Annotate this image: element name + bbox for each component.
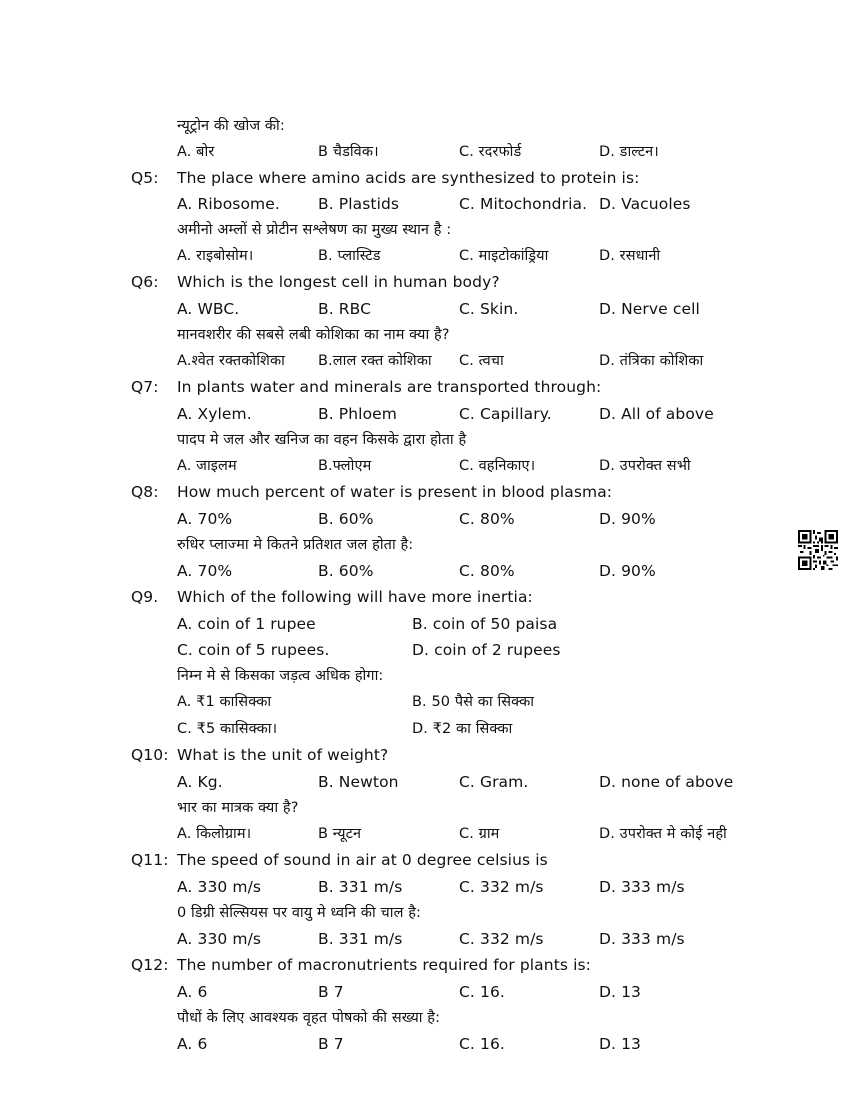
line-text: मानवशरीर की सबसे लबी कोशिका का नाम क्या है? (177, 327, 450, 343)
option-text: C. Capillary. (459, 405, 552, 423)
question-number: Q12: (131, 956, 169, 974)
line-text: Which of the following will have more inertia: (177, 588, 533, 606)
text-line (0, 664, 850, 688)
option-text: D. ₹2 का सिक्का (412, 721, 513, 737)
option-text: C. ग्राम (459, 826, 500, 842)
question-line (0, 953, 850, 977)
option-text: D. 333 m/s (599, 930, 685, 948)
option-text: D. रसधानी (599, 248, 661, 264)
option-text: B 7 (318, 1035, 344, 1053)
line-text: निम्न मे से किसका जड़त्व अधिक होगा: (177, 668, 384, 684)
option-text: B 7 (318, 983, 344, 1001)
option-text: A. 6 (177, 1035, 208, 1053)
option-text: D. उपरोक्त मे कोई नही (599, 826, 727, 842)
option-text: B. Phloem (318, 405, 397, 423)
line-text: पौधों के लिए आवश्यक वृहत पोषको की सख्या है: (177, 1010, 441, 1026)
line-text: In plants water and minerals are transported through: (177, 378, 602, 396)
option-text: B. 60% (318, 562, 374, 580)
line-text: The number of macronutrients required for plants is: (177, 956, 591, 974)
option-text: C. Skin. (459, 300, 519, 318)
option-text: C. 332 m/s (459, 878, 544, 896)
option-text: D. 333 m/s (599, 878, 685, 896)
option-text: A. 70% (177, 562, 233, 580)
option-text: B. RBC (318, 300, 372, 318)
question-number: Q5: (131, 169, 159, 187)
option-text: A. ₹1 कासिक्का (177, 694, 272, 710)
question-number: Q8: (131, 483, 159, 501)
question-number: Q7: (131, 378, 159, 396)
option-text: A. किलोग्राम। (177, 826, 252, 842)
option-text: B. Newton (318, 773, 399, 791)
option-text: D. 13 (599, 983, 642, 1001)
option-text: D. तंत्रिका कोशिका (599, 353, 704, 369)
option-text: D. 90% (599, 510, 656, 528)
line-text: पादप मे जल और खनिज का वहन किसके द्वारा होता है (177, 432, 467, 448)
line-text: न्यूट्रोन की खोज की: (177, 118, 285, 134)
option-text: D. Nerve cell (599, 300, 700, 318)
option-text: D. coin of 2 rupees (412, 641, 561, 659)
line-text: 0 डिग्री सेल्सियस पर वायु मे ध्वनि की चाल है: (177, 905, 421, 921)
option-text: A. राइबोसोम। (177, 248, 254, 264)
option-text: D. 90% (599, 562, 656, 580)
line-text: Which is the longest cell in human body? (177, 273, 500, 291)
text-line (0, 1006, 850, 1030)
option-text: C. coin of 5 rupees. (177, 641, 330, 659)
option-text: A.श्वेत रक्तकोशिका (177, 353, 285, 369)
option-text: B. 331 m/s (318, 878, 403, 896)
question-number: Q6: (131, 273, 159, 291)
options-line (0, 402, 850, 426)
option-text: C. Mitochondria. (459, 195, 588, 213)
option-text: B. coin of 50 paisa (412, 615, 558, 633)
options-line (0, 690, 850, 714)
text-line (0, 218, 850, 242)
option-text: A. 6 (177, 983, 208, 1001)
option-text: B. प्लास्टिड (318, 248, 381, 264)
line-text: What is the unit of weight? (177, 746, 389, 764)
option-text: A. WBC. (177, 300, 240, 318)
line-text: भार का मात्रक क्या है? (177, 800, 299, 816)
option-text: A. Kg. (177, 773, 223, 791)
options-line (0, 980, 850, 1004)
option-text: A. 330 m/s (177, 930, 262, 948)
question-line (0, 270, 850, 294)
option-text: C. माइटोकांड्रिया (459, 248, 549, 264)
options-line (0, 875, 850, 899)
text-line (0, 901, 850, 925)
option-text: A. 330 m/s (177, 878, 262, 896)
option-text: D. डाल्टन। (599, 144, 659, 160)
option-text: B न्यूटन (318, 826, 362, 842)
qr-code-icon (798, 530, 838, 570)
option-text: D. All of above (599, 405, 714, 423)
option-text: B. 60% (318, 510, 374, 528)
option-text: B.लाल रक्त कोशिका (318, 353, 432, 369)
options-line (0, 717, 850, 741)
options-line (0, 507, 850, 531)
option-text: C. 332 m/s (459, 930, 544, 948)
option-text: D. none of above (599, 773, 734, 791)
question-line (0, 848, 850, 872)
option-text: D. उपरोक्त सभी (599, 458, 691, 474)
option-text: C. वहनिकाए। (459, 458, 536, 474)
options-line (0, 822, 850, 846)
option-text: C. 80% (459, 562, 515, 580)
option-text: B.फ्लोएम (318, 458, 372, 474)
option-text: B. 50 पैसे का सिक्का (412, 694, 535, 710)
option-text: A. 70% (177, 510, 233, 528)
options-line (0, 244, 850, 268)
option-text: C. त्वचा (459, 353, 504, 369)
line-text: रुधिर प्लाज्मा मे कितने प्रतिशत जल होता है: (177, 537, 414, 553)
options-line (0, 927, 850, 951)
question-line (0, 375, 850, 399)
options-line (0, 454, 850, 478)
options-line (0, 297, 850, 321)
line-text: How much percent of water is present in blood plasma: (177, 483, 613, 501)
text-line (0, 796, 850, 820)
option-text: B. 331 m/s (318, 930, 403, 948)
question-line (0, 480, 850, 504)
options-line (0, 770, 850, 794)
options-line (0, 192, 850, 216)
option-text: D. 13 (599, 1035, 642, 1053)
option-text: D. Vacuoles (599, 195, 691, 213)
options-line (0, 612, 850, 636)
option-text: B. Plastids (318, 195, 400, 213)
line-text: अमीनो अम्लों से प्रोटीन सश्लेषण का मुख्य स्थान है : (177, 222, 452, 238)
option-text: C. Gram. (459, 773, 529, 791)
text-line (0, 114, 850, 138)
line-text: The place where amino acids are synthesized to protein is: (177, 169, 640, 187)
option-text: A. Xylem. (177, 405, 252, 423)
option-text: C. 16. (459, 1035, 505, 1053)
text-line (0, 323, 850, 347)
option-text: C. रदरफोर्ड (459, 144, 522, 160)
options-line (0, 559, 850, 583)
option-text: C. 16. (459, 983, 505, 1001)
question-line (0, 166, 850, 190)
options-line (0, 349, 850, 373)
options-line (0, 140, 850, 164)
options-line (0, 1032, 850, 1056)
option-text: C. ₹5 कासिक्का। (177, 721, 278, 737)
question-line (0, 743, 850, 767)
option-text: A. Ribosome. (177, 195, 280, 213)
question-number: Q11: (131, 851, 169, 869)
option-text: A. coin of 1 rupee (177, 615, 316, 633)
text-line (0, 428, 850, 452)
question-line (0, 585, 850, 609)
option-text: B चैडविक। (318, 144, 379, 160)
option-text: C. 80% (459, 510, 515, 528)
question-number: Q10: (131, 746, 169, 764)
text-line (0, 533, 850, 557)
options-line (0, 638, 850, 662)
option-text: A. जाइलम (177, 458, 237, 474)
question-number: Q9. (131, 588, 159, 606)
option-text: A. बोर (177, 144, 215, 160)
line-text: The speed of sound in air at 0 degree celsius is (177, 851, 548, 869)
